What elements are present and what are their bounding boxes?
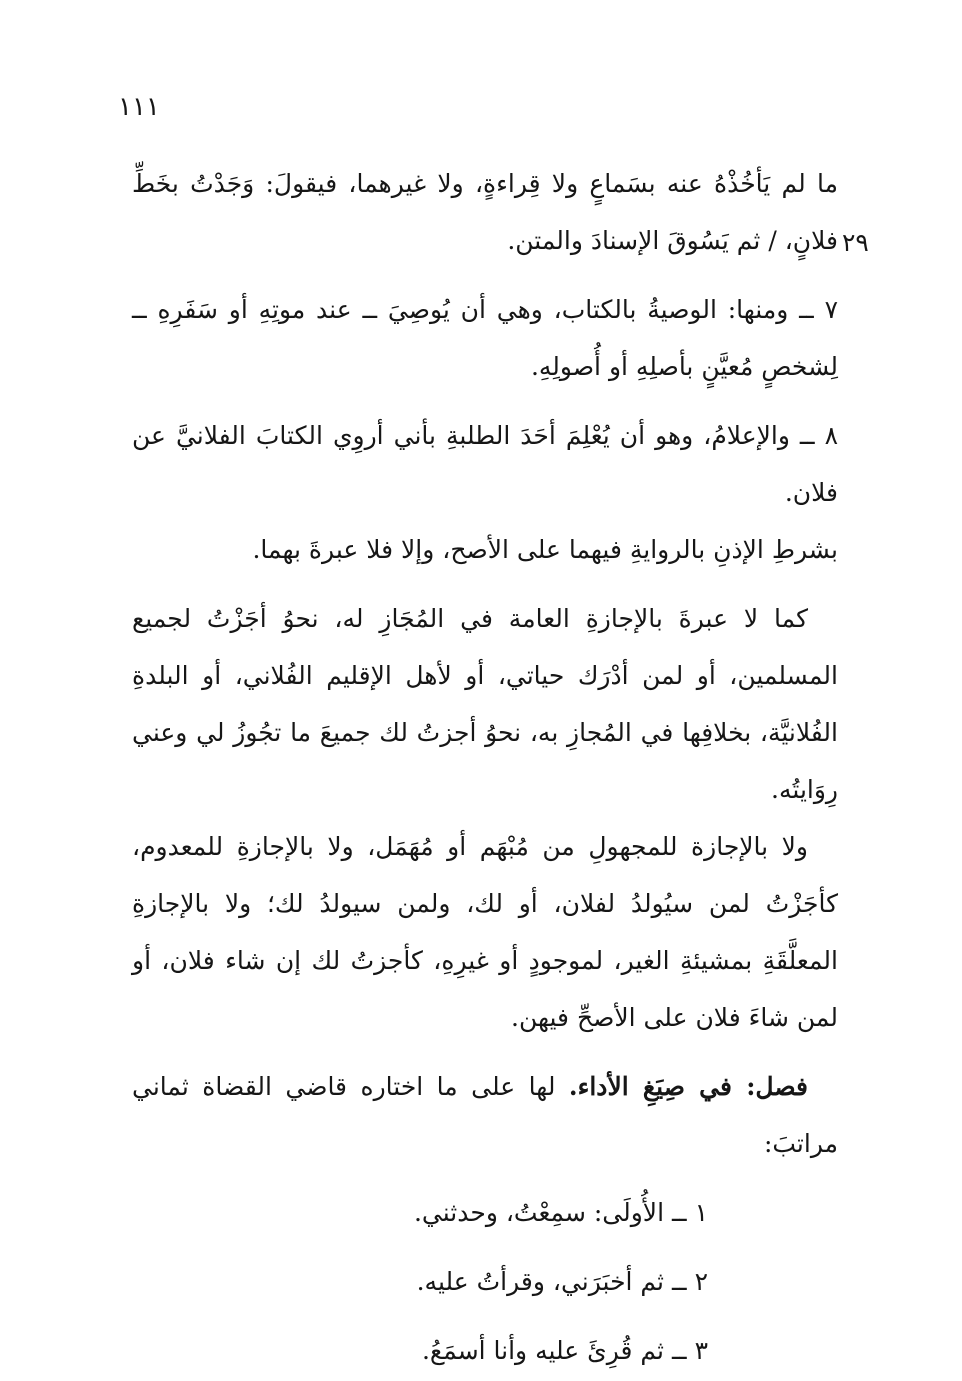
margin-folio-mark: ٢٩ xyxy=(842,228,869,257)
list-item-3: ٣ ــ ثم قُرِئَ عليه وأنا أسمَعُ. xyxy=(421,1336,708,1365)
page-number: ١١١ xyxy=(118,92,160,122)
paragraph-wajada: ما لم يَأخُذْهُ عنه بسَماعٍ ولا قِراءةٍ، ولا غيرهما، فيقولَ: وَجَدْتُ بخَطِّ فلانٍ، / ثم يَسُوقَ الإسنادَ والمتن. xyxy=(132,169,838,255)
paragraph-wasiyya: ٧ ــ ومنها: الوصيةُ بالكتاب، وهي أن يُوصِيَ ــ عند موتِهِ أو سَفَرِهِ ــ لِشخصٍ مُعيَّنٍ بأصلِهِ أو أُصولِهِ. xyxy=(132,295,838,381)
paragraph-section-heading xyxy=(132,1058,838,1172)
paragraph-unknown-ijaza: ولا بالإجازة للمجهولِ من مُبْهَم أو مُهَمَل، ولا بالإجازةِ للمعدوم، كأجَزْتُ لمن سيُولدُ لفلان، أو لك، ولمن سيولدُ لك؛ ولا بالإجازةِ المعلَّقَةِ بمشيئةِ الغير، لموجودٍ أو غيرِهِ، كأجزتُ لك إن شاء فلان، أو لمن شاءَ فلان على الأصحِّ فيهن. xyxy=(132,832,838,1032)
list-item-1: ١ ــ الأُولَى: سمِعْتُ، وحدثني. xyxy=(413,1198,708,1227)
paragraph-general-ijaza: كما لا عبرةَ بالإجازةِ العامة في المُجَازِ له، نحوُ أجَزْتُ لجميع المسلمين، أو لمن أدْرَك حياتي، أو لأهل الإقليم الفُلاني، أو البلدةِ الفُلانيَّة، بخلافِها في المُجازِ به، نحوُ أجزتُ لك جميعَ ما تجُوزُ لي وعني رِوَايتُه. xyxy=(132,604,838,804)
body-text xyxy=(132,155,838,1379)
list-item-2: ٢ ــ ثم أخبَرَني، وقرأتُ عليه. xyxy=(416,1267,708,1296)
section-intro: لها على ما اختاره قاضي القضاة ثماني مراتبَ: xyxy=(132,1072,838,1158)
paragraph-condition: بشرطِ الإذنِ بالروايةِ فيهما على الأصح، وإلا فلا عبرةَ بهما. xyxy=(252,535,838,564)
section-heading: فصل: في صِيَغِ الأداء. xyxy=(568,1072,808,1101)
paragraph-ilam: ٨ ــ والإعلامُ، وهو أن يُعْلِمَ أحَدَ الطلبةِ بأني أروِي الكتابَ الفلانيَّ عن فلان. xyxy=(132,421,838,507)
